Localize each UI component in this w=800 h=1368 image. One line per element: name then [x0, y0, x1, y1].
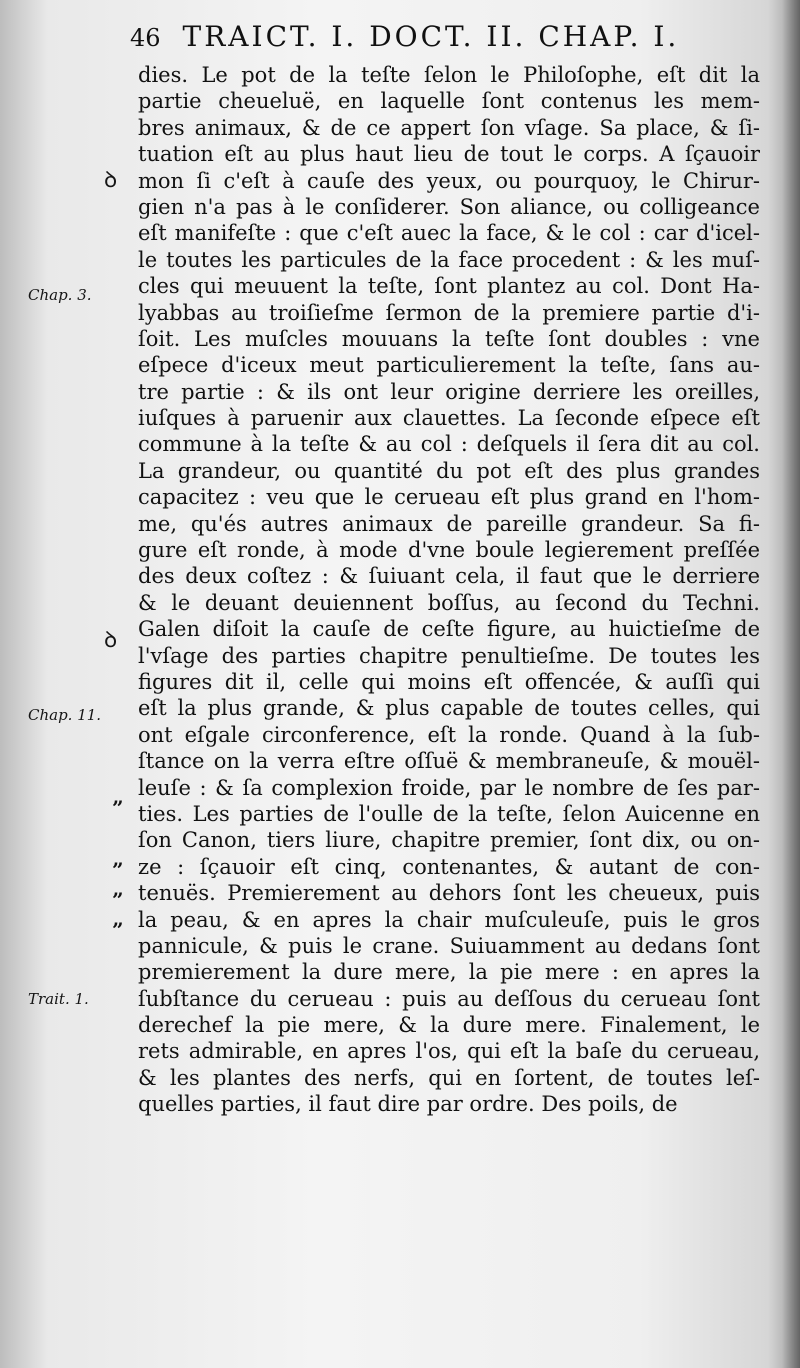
text-line: capacitez : veu que le cerueau eſt plus grand en l'hom- — [138, 485, 760, 510]
text-line: pannicule, & puis le crane. Suiuamment au dedans ſont — [138, 933, 760, 958]
text-line: derechef la pie mere, & la dure mere. Finalement, le — [138, 1013, 760, 1038]
text-line: eſpece d'iceux meut particulierement la teſte, ſans au- — [138, 353, 760, 378]
text-line: cles qui meuuent la teſte, ſont plantez au col. Dont Ha- — [138, 274, 760, 299]
text-line: commune à la teſte & au col : deſquels il ſera dit au col. — [138, 432, 760, 457]
text-line: bres animaux, & de ce appert ſon vſage. Sa place, & ſi- — [138, 115, 760, 140]
text-line: ſon Canon, tiers liure, chapitre premier, ſont dix, ou on- — [138, 828, 760, 853]
text-line: eſt manifeſte : que c'eſt auec la face, & le col : car d'icel- — [138, 221, 760, 246]
text-line: la peau, & en apres la chair muſculeuſe, puis le gros — [138, 907, 760, 932]
text-line: quelles parties, il faut dire par ordre. Des poils, de — [138, 1092, 678, 1117]
text-line: partie cheueluë, en laquelle ſont contenus les mem- — [138, 89, 760, 114]
text-line: tuation eſt au plus haut lieu de tout le corps. A ſçauoir — [138, 142, 760, 167]
body-text — [138, 62, 760, 1118]
text-line: gien n'a pas à le conſiderer. Son aliance, ou colligeance — [138, 194, 760, 219]
margin-quote-mark: ” — [112, 918, 124, 942]
text-line: ont eſgale circonference, eſt la ronde. Quand à la ſub- — [138, 722, 760, 747]
text-line: Galen diſoit la cauſe de ceſte figure, au huictieſme de — [138, 617, 760, 642]
margin-quote-mark: ” — [112, 858, 124, 882]
text-line: tenuës. Premierement au dehors ſont les cheueux, puis — [138, 881, 760, 906]
text-line: ze : ſçauoir eſt cinq, contenantes, & autant de con- — [138, 854, 760, 879]
text-line: le toutes les particules de la face procedent : & les muſ- — [138, 247, 760, 272]
margin-note-chap-3: Chap. 3. — [28, 286, 92, 304]
text-line: La grandeur, ou quantité du pot eſt des plus grandes — [138, 458, 760, 483]
text-line: lyabbas au troiſieſme ſermon de la premiere partie d'i- — [138, 300, 760, 325]
text-line: & les plantes des nerfs, qui en ſortent, de toutes leſ- — [138, 1065, 760, 1090]
text-line: gure eſt ronde, à mode d'vne boule legierement preſſée — [138, 538, 760, 563]
margin-quote-mark: ” — [112, 888, 124, 912]
text-line: premierement la dure mere, la pie mere : en apres la — [138, 960, 760, 985]
margin-symbol: ꝺ — [104, 628, 118, 653]
text-line: figures dit il, celle qui moins eſt offencée, & auſſi qui — [138, 669, 760, 694]
page-number: 46 — [130, 24, 161, 52]
text-line: iuſques à paruenir aux clauettes. La ſeconde eſpece eſt — [138, 406, 760, 431]
margin-note-chap-11: Chap. 11. — [28, 706, 102, 724]
running-header — [130, 20, 770, 62]
text-line: ties. Les parties de l'oulle de la teſte, ſelon Auicenne en — [138, 801, 760, 826]
text-line: des deux coſtez : & ſuiuant cela, il faut que le derriere — [138, 564, 760, 589]
margin-quote-mark: ” — [112, 796, 124, 820]
text-line: & le deuant deuiennent boſſus, au ſecond du Techni. — [138, 590, 760, 615]
margin-symbol: ꝺ — [104, 168, 118, 193]
text-line: l'vſage des parties chapitre penultieſme. De toutes les — [138, 643, 760, 668]
text-line: me, qu'és autres animaux de pareille grandeur. Sa fi- — [138, 511, 760, 536]
text-line: tre partie : & ils ont leur origine derriere les oreilles, — [138, 379, 760, 404]
margin-note-trait-1: Trait. 1. — [28, 990, 89, 1008]
text-line: ſubſtance du cerueau : puis au deſſous du cerueau ſont — [138, 986, 760, 1011]
text-line: eſt la plus grande, & plus capable de toutes celles, qui — [138, 696, 760, 721]
text-line: rets admirable, en apres l'os, qui eſt la baſe du cerueau, — [138, 1039, 760, 1064]
text-line: mon ſi c'eſt à cauſe des yeux, ou pourquoy, le Chirur- — [138, 168, 760, 193]
running-title: TRAICT. I. DOCT. II. CHAP. I. — [182, 20, 680, 53]
text-line: dies. Le pot de la teſte ſelon le Philoſophe, eſt dit la — [138, 63, 760, 87]
text-line: ſoit. Les muſcles mouuans la teſte ſont doubles : vne — [138, 326, 760, 351]
text-line: leuſe : & ſa complexion froide, par le nombre de ſes par- — [138, 775, 760, 800]
text-line: ſtance on la verra eſtre oſſuë & membraneuſe, & mouël- — [138, 749, 760, 774]
